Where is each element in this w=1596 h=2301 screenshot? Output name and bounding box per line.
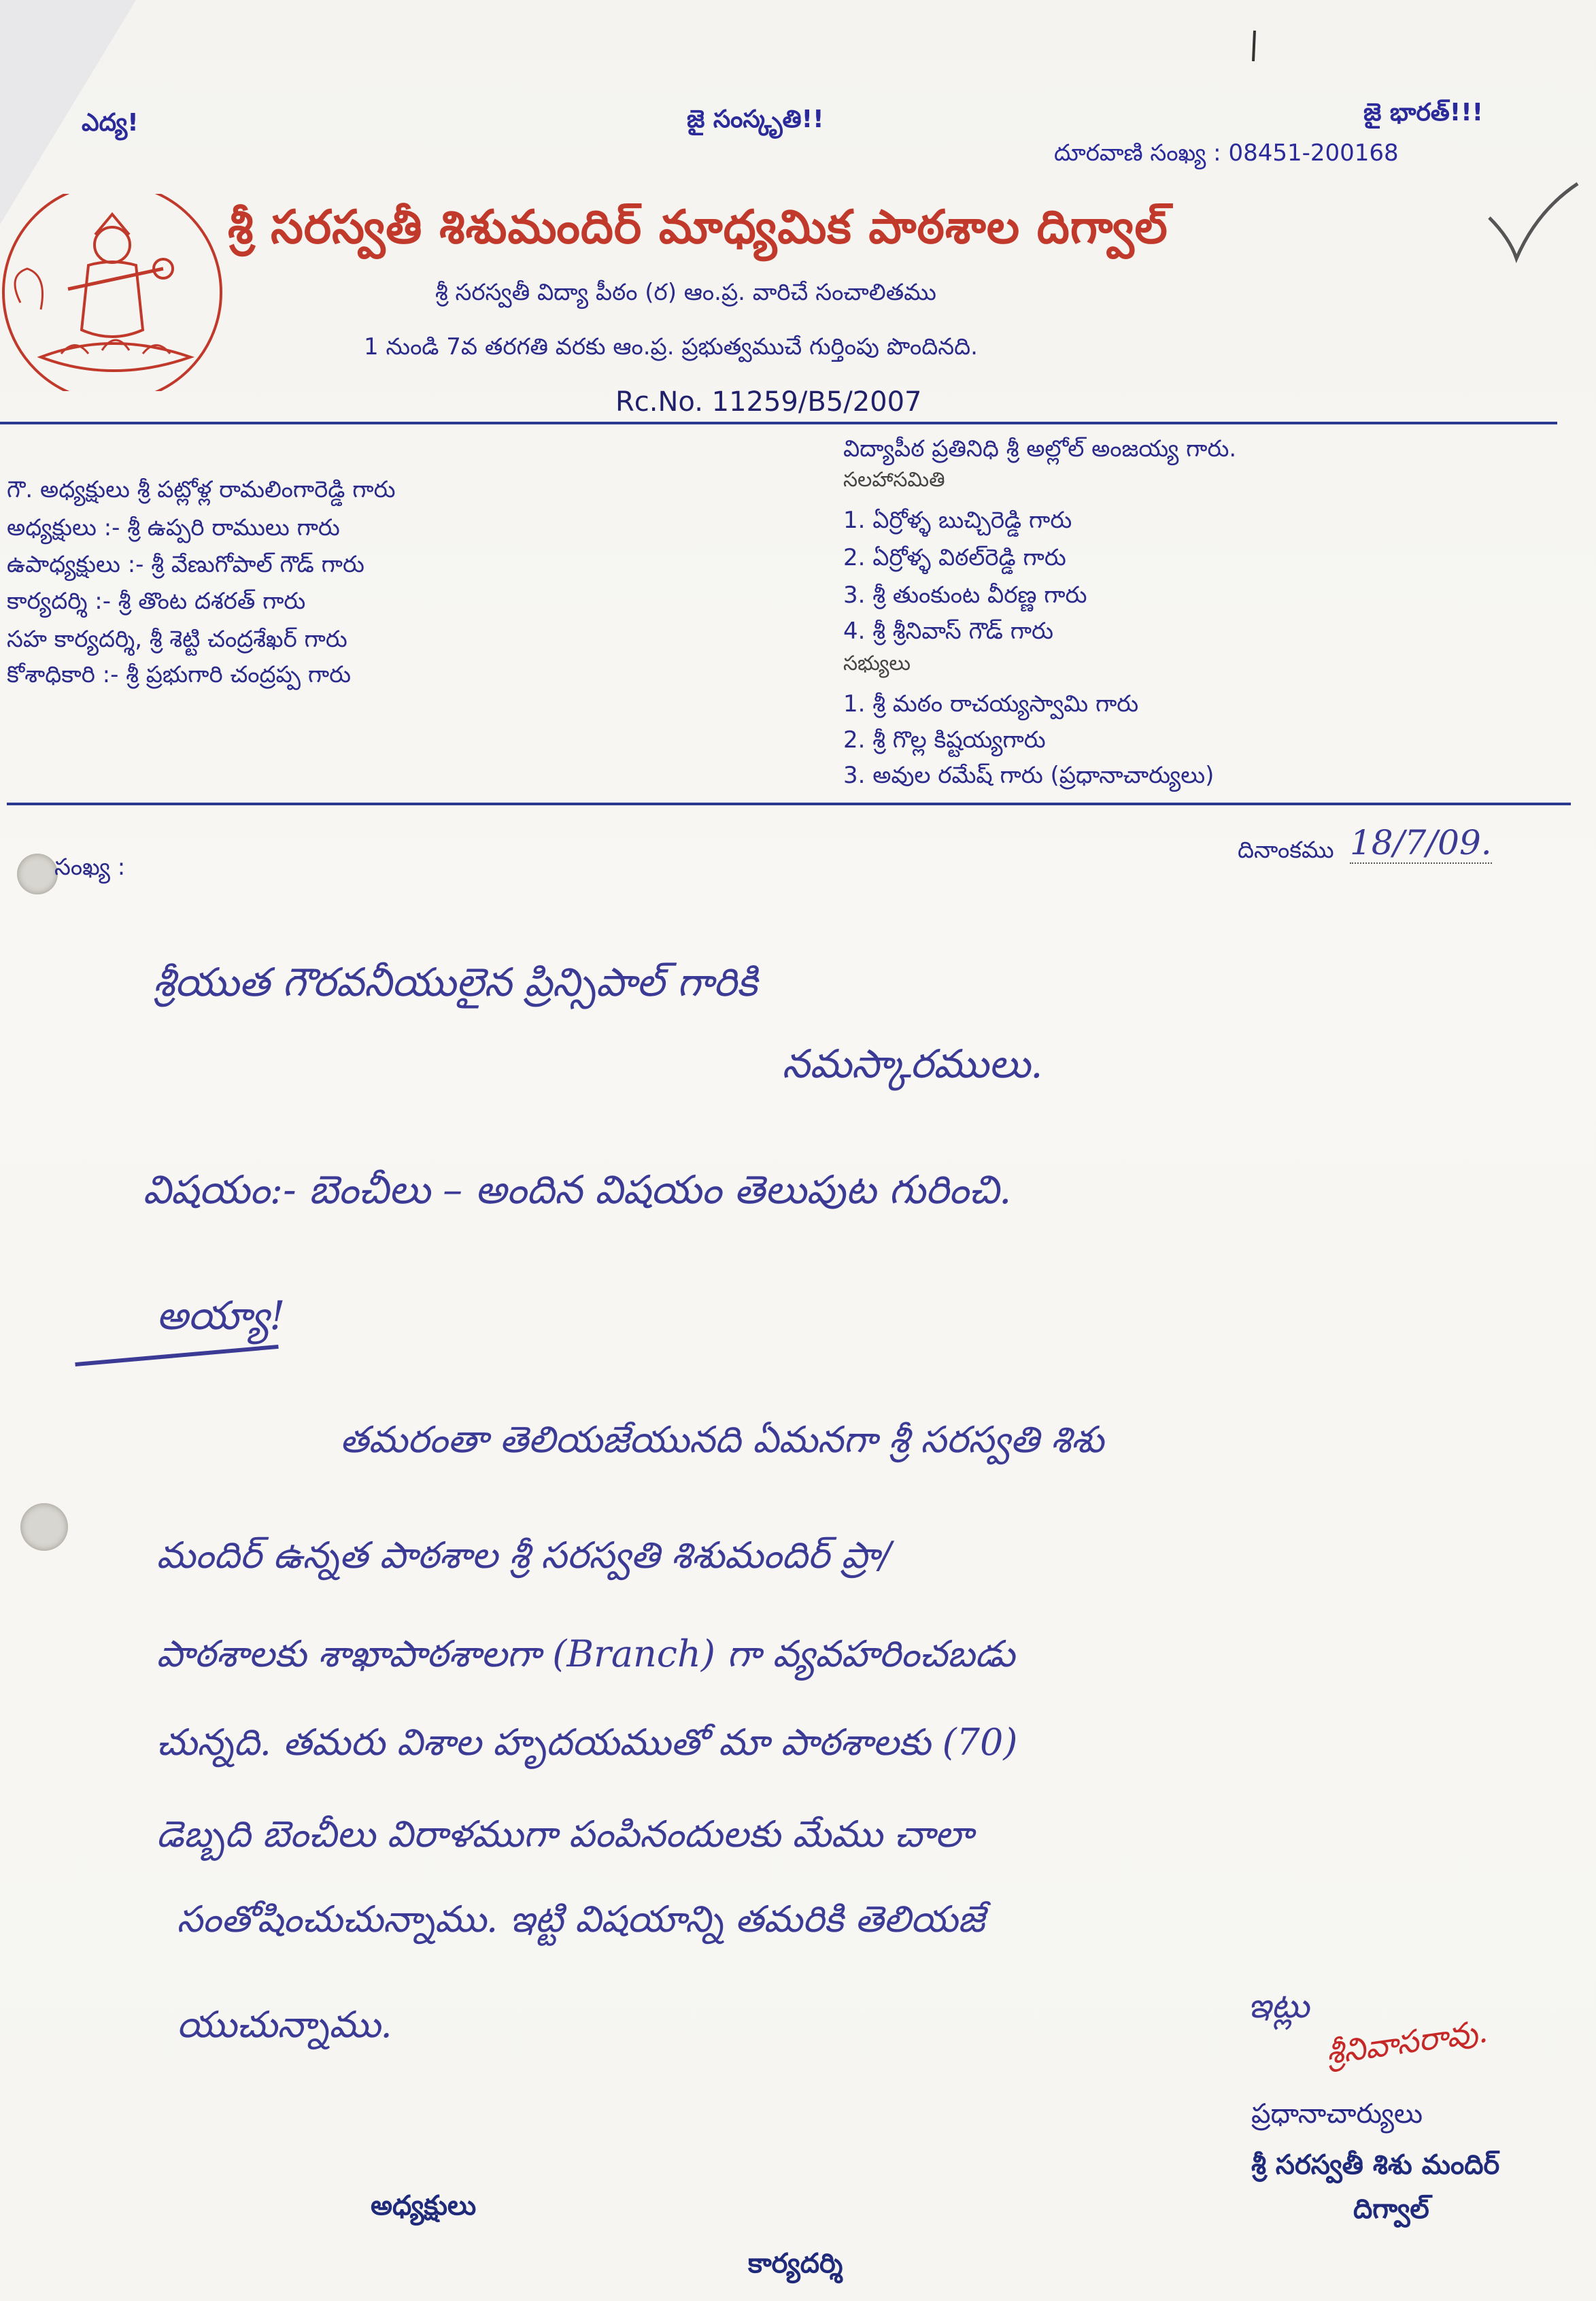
- body-line-1: తమరంతా తెలియజేయునది ఏమనగా శ్రీ సరస్వతి శిశు: [340, 1418, 1104, 1461]
- reference-label: సంఖ్య :: [54, 854, 126, 881]
- date-label: దినాంకము: [1238, 837, 1334, 864]
- body-line-4: చున్నది. తమరు విశాల హృదయముతో మా పాఠశాలకు (70): [156, 1721, 1018, 1764]
- committee-rule: [7, 803, 1571, 805]
- committee-left-6: కోశాధికారి :- శ్రీ ప్రభుగారి చంద్రప్ప గారు: [7, 661, 352, 688]
- stamp-line-2: దిగ్వాల్: [1353, 2194, 1429, 2225]
- members-heading: సభ్యులు: [843, 652, 911, 675]
- rc-number: Rc.No. 11259/B5/2007: [615, 386, 922, 418]
- header-rule: [0, 422, 1557, 424]
- advisory-member-4: 4. శ్రీ శ్రీనివాస్ గౌడ్ గారు: [843, 618, 1053, 645]
- salutation: అయ్యా!: [156, 1292, 286, 1339]
- body-line-7: యుచున్నాము.: [177, 2003, 392, 2046]
- subject-line: విషయం:- బెంచీలు – అందిన విషయం తెలుపుట గురించి.: [143, 1166, 1012, 1213]
- advisory-member-1: 1. ఏర్రోళ్ళ బుచ్చిరెడ్డి గారు: [843, 507, 1072, 534]
- member-3: 3. అవుల రమేష్ గారు (ప్రధానాచార్యులు): [843, 762, 1215, 789]
- stamp-line-1: శ్రీ సరస్వతీ శిశు మందిర్: [1251, 2149, 1500, 2181]
- advisory-member-3: 3. శ్రీ తుంకుంట వీరణ్ణ గారు: [843, 582, 1087, 609]
- punch-hole-top: [17, 854, 58, 894]
- committee-left-2: అధ్యక్షులు :- శ్రీ ఉప్పరి రాములు గారు: [7, 514, 340, 541]
- body-line-5: డెబ్బది బెంచీలు విరాళముగా పంపినందులకు మేము చాలా: [156, 1813, 974, 1855]
- saraswati-logo: [0, 194, 231, 391]
- managed-by: శ్రీ సరస్వతీ విద్యా పీఠం (ర) ఆం.ప్ర. వారిచే సంచాలితము: [435, 279, 936, 306]
- committee-left-4: కార్యదర్శి :- శ్రీ తొంట దశరత్ గారు: [7, 588, 306, 615]
- motto-right: జై భారత్!!!: [1363, 99, 1484, 127]
- check-mark-icon: [1482, 177, 1584, 272]
- signature-title: ప్రధానాచార్యులు: [1251, 2098, 1423, 2130]
- advisory-heading: సలహాసమితి: [843, 468, 945, 492]
- advisory-member-2: 2. ఏర్రోళ్ళ విఠల్‌రెడ్డి గారు: [843, 544, 1066, 571]
- footer-secretary: కార్యదర్శి: [748, 2248, 843, 2279]
- address-line-1: శ్రీయుత గౌరవనీయులైన ప్రిన్సిపాల్ గారికి: [153, 959, 758, 1005]
- punch-hole-bottom: [20, 1503, 68, 1551]
- member-1: 1. శ్రీ మఠం రాచయ్యస్వామి గారు: [843, 690, 1139, 718]
- motto-center: జై సంస్కృతి!!: [687, 105, 824, 133]
- motto-left: ఎద్య!: [82, 109, 139, 137]
- date-value: 18/7/09.: [1350, 823, 1492, 862]
- body-line-6: సంతోషించుచున్నాము. ఇట్టి విషయాన్ని తమరికి తెలియజే: [177, 1898, 985, 1941]
- closing: ఇట్లు: [1248, 1986, 1310, 2026]
- school-name: శ్రీ సరస్వతీ శిశుమందిర్ మాధ్యమిక పాఠశాల దిగ్వాల్: [228, 201, 1168, 254]
- body-line-3: పాఠశాలకు శాఖాపాఠశాలగా (Branch) గా వ్యవహరించబడు: [156, 1632, 1015, 1675]
- phone-number: దూరవాణి సంఖ్య : 08451-200168: [1054, 139, 1399, 167]
- pen-mark-icon: [1248, 27, 1261, 68]
- body-line-2: మందిర్ ఉన్నత పాఠశాల శ్రీ సరస్వతి శిశుమందిర్ ప్రా/: [156, 1534, 892, 1577]
- member-2: 2. శ్రీ గొల్ల కిష్టయ్యగారు: [843, 726, 1046, 754]
- address-line-2: నమస్కారములు.: [782, 1041, 1043, 1087]
- committee-left-5: సహ కార్యదర్శి, శ్రీ శెట్టి చంద్రశేఖర్ గారు: [7, 626, 347, 653]
- committee-left-3: ఉపాధ్యక్షులు :- శ్రీ వేణుగోపాల్ గౌడ్ గారు: [7, 551, 364, 578]
- vidyapeeth-representative: విద్యాపీఠ ప్రతినిధి శ్రీ అల్లోల్ అంజయ్య గారు.: [843, 435, 1237, 463]
- footer-president: అధ్యక్షులు: [371, 2190, 477, 2221]
- signature: శ్రీనివాసరావు.: [1323, 2012, 1490, 2072]
- recognition-line: 1 నుండి 7వ తరగతి వరకు ఆం.ప్ర. ప్రభుత్వముచే గుర్తింపు పొందినది.: [364, 333, 978, 360]
- committee-left-1: గౌ. అధ్యక్షులు శ్రీ పట్లోళ్ల రామలింగారెడ్డి గారు: [7, 476, 396, 503]
